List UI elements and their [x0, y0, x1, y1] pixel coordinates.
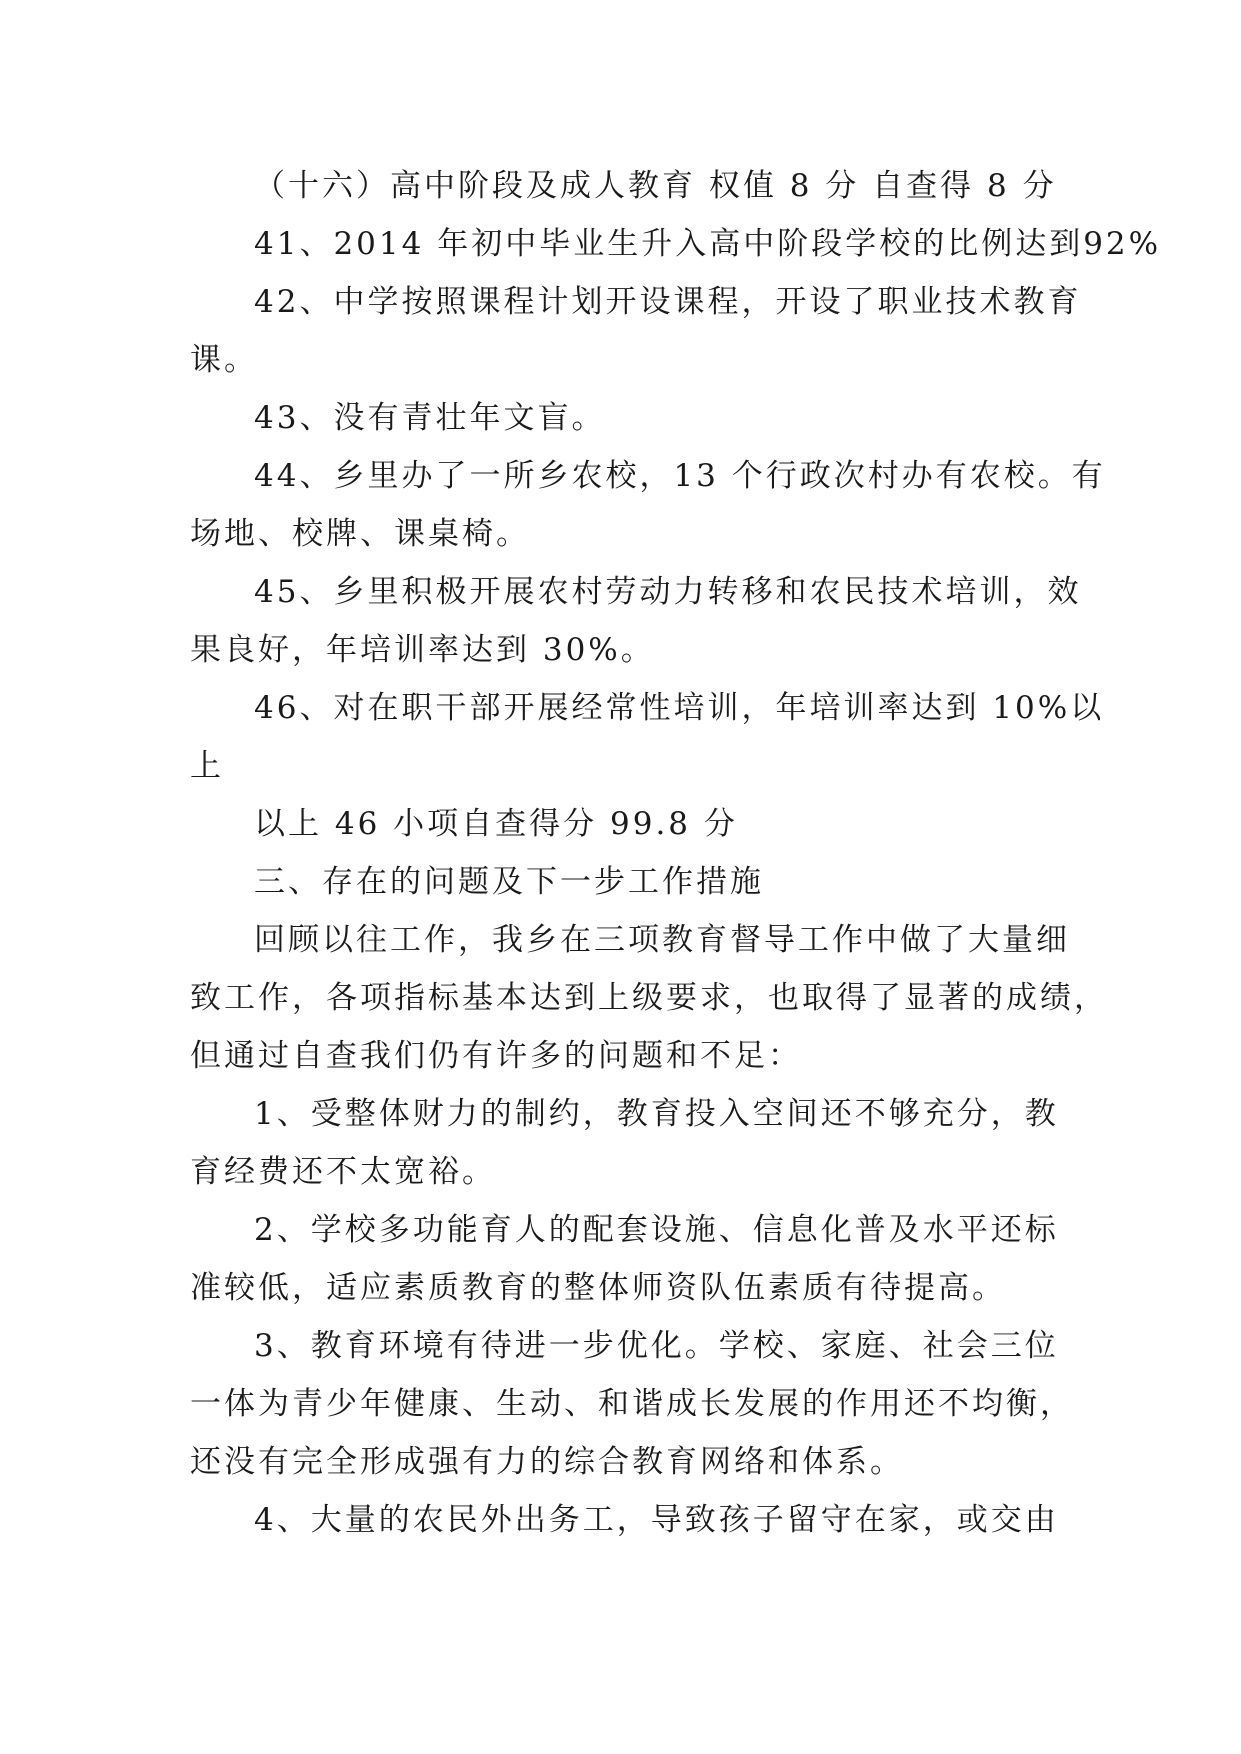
text-line: 上 — [190, 748, 224, 784]
text-line: 准较低，适应素质教育的整体师资队伍素质有待提高。 — [190, 1270, 1006, 1306]
text-line: 41、2014 年初中毕业生升入高中阶段学校的比例达到92% — [254, 226, 1162, 262]
text-line: 46、对在职干部开展经常性培训，年培训率达到 10%以 — [254, 690, 1105, 726]
text-line: 但通过自查我们仍有许多的问题和不足： — [190, 1038, 802, 1074]
text-line: 44、乡里办了一所乡农校，13 个行政次村办有农校。有 — [254, 458, 1106, 494]
document-body — [190, 157, 1162, 1549]
text-line: 课。 — [190, 342, 258, 378]
text-line: 42、中学按照课程计划开设课程，开设了职业技术教育 — [254, 284, 1082, 320]
text-line: 三、存在的问题及下一步工作措施 — [254, 864, 764, 900]
paragraph-problem-2 — [190, 1201, 1059, 1317]
paragraph-item-41 — [190, 215, 1162, 273]
paragraph-section-16 — [190, 157, 1057, 215]
text-line: 43、没有青壮年文盲。 — [254, 400, 606, 436]
text-line: 45、乡里积极开展农村劳动力转移和农民技术培训，效 — [254, 574, 1082, 610]
text-line: 果良好，年培训率达到 30%。 — [190, 632, 655, 668]
paragraph-item-43 — [190, 389, 1050, 447]
paragraph-item-42 — [190, 273, 1082, 389]
text-line: 2、学校多功能育人的配套设施、信息化普及水平还标 — [254, 1212, 1059, 1248]
paragraph-item-45 — [190, 563, 1082, 679]
paragraph-item-46 — [190, 679, 1105, 795]
text-line: 回顾以往工作，我乡在三项教育督导工作中做了大量细 — [254, 922, 1070, 958]
text-line: 1、受整体财力的制约，教育投入空间还不够充分，教 — [254, 1096, 1059, 1132]
section-heading-problems — [190, 853, 1050, 911]
paragraph-problem-3 — [190, 1317, 1074, 1491]
paragraph-review — [190, 911, 1108, 1085]
paragraph-problem-4 — [190, 1491, 1059, 1549]
text-line: （十六）高中阶段及成人教育 权值 8 分 自查得 8 分 — [254, 168, 1057, 204]
text-line: 还没有完全形成强有力的综合教育网络和体系。 — [190, 1444, 904, 1480]
paragraph-item-44 — [190, 447, 1106, 563]
paragraph-problem-1 — [190, 1085, 1059, 1201]
paragraph-score-summary — [190, 795, 1050, 853]
text-line: 致工作，各项指标基本达到上级要求，也取得了显著的成绩， — [190, 980, 1108, 1016]
text-line: 3、教育环境有待进一步优化。学校、家庭、社会三位 — [254, 1328, 1059, 1364]
text-line: 4、大量的农民外出务工，导致孩子留守在家，或交由 — [254, 1502, 1059, 1538]
text-line: 以上 46 小项自查得分 99.8 分 — [254, 806, 738, 842]
text-line: 育经费还不太宽裕。 — [190, 1154, 496, 1190]
text-line: 场地、校牌、课桌椅。 — [190, 516, 530, 552]
text-line: 一体为青少年健康、生动、和谐成长发展的作用还不均衡， — [190, 1386, 1074, 1422]
